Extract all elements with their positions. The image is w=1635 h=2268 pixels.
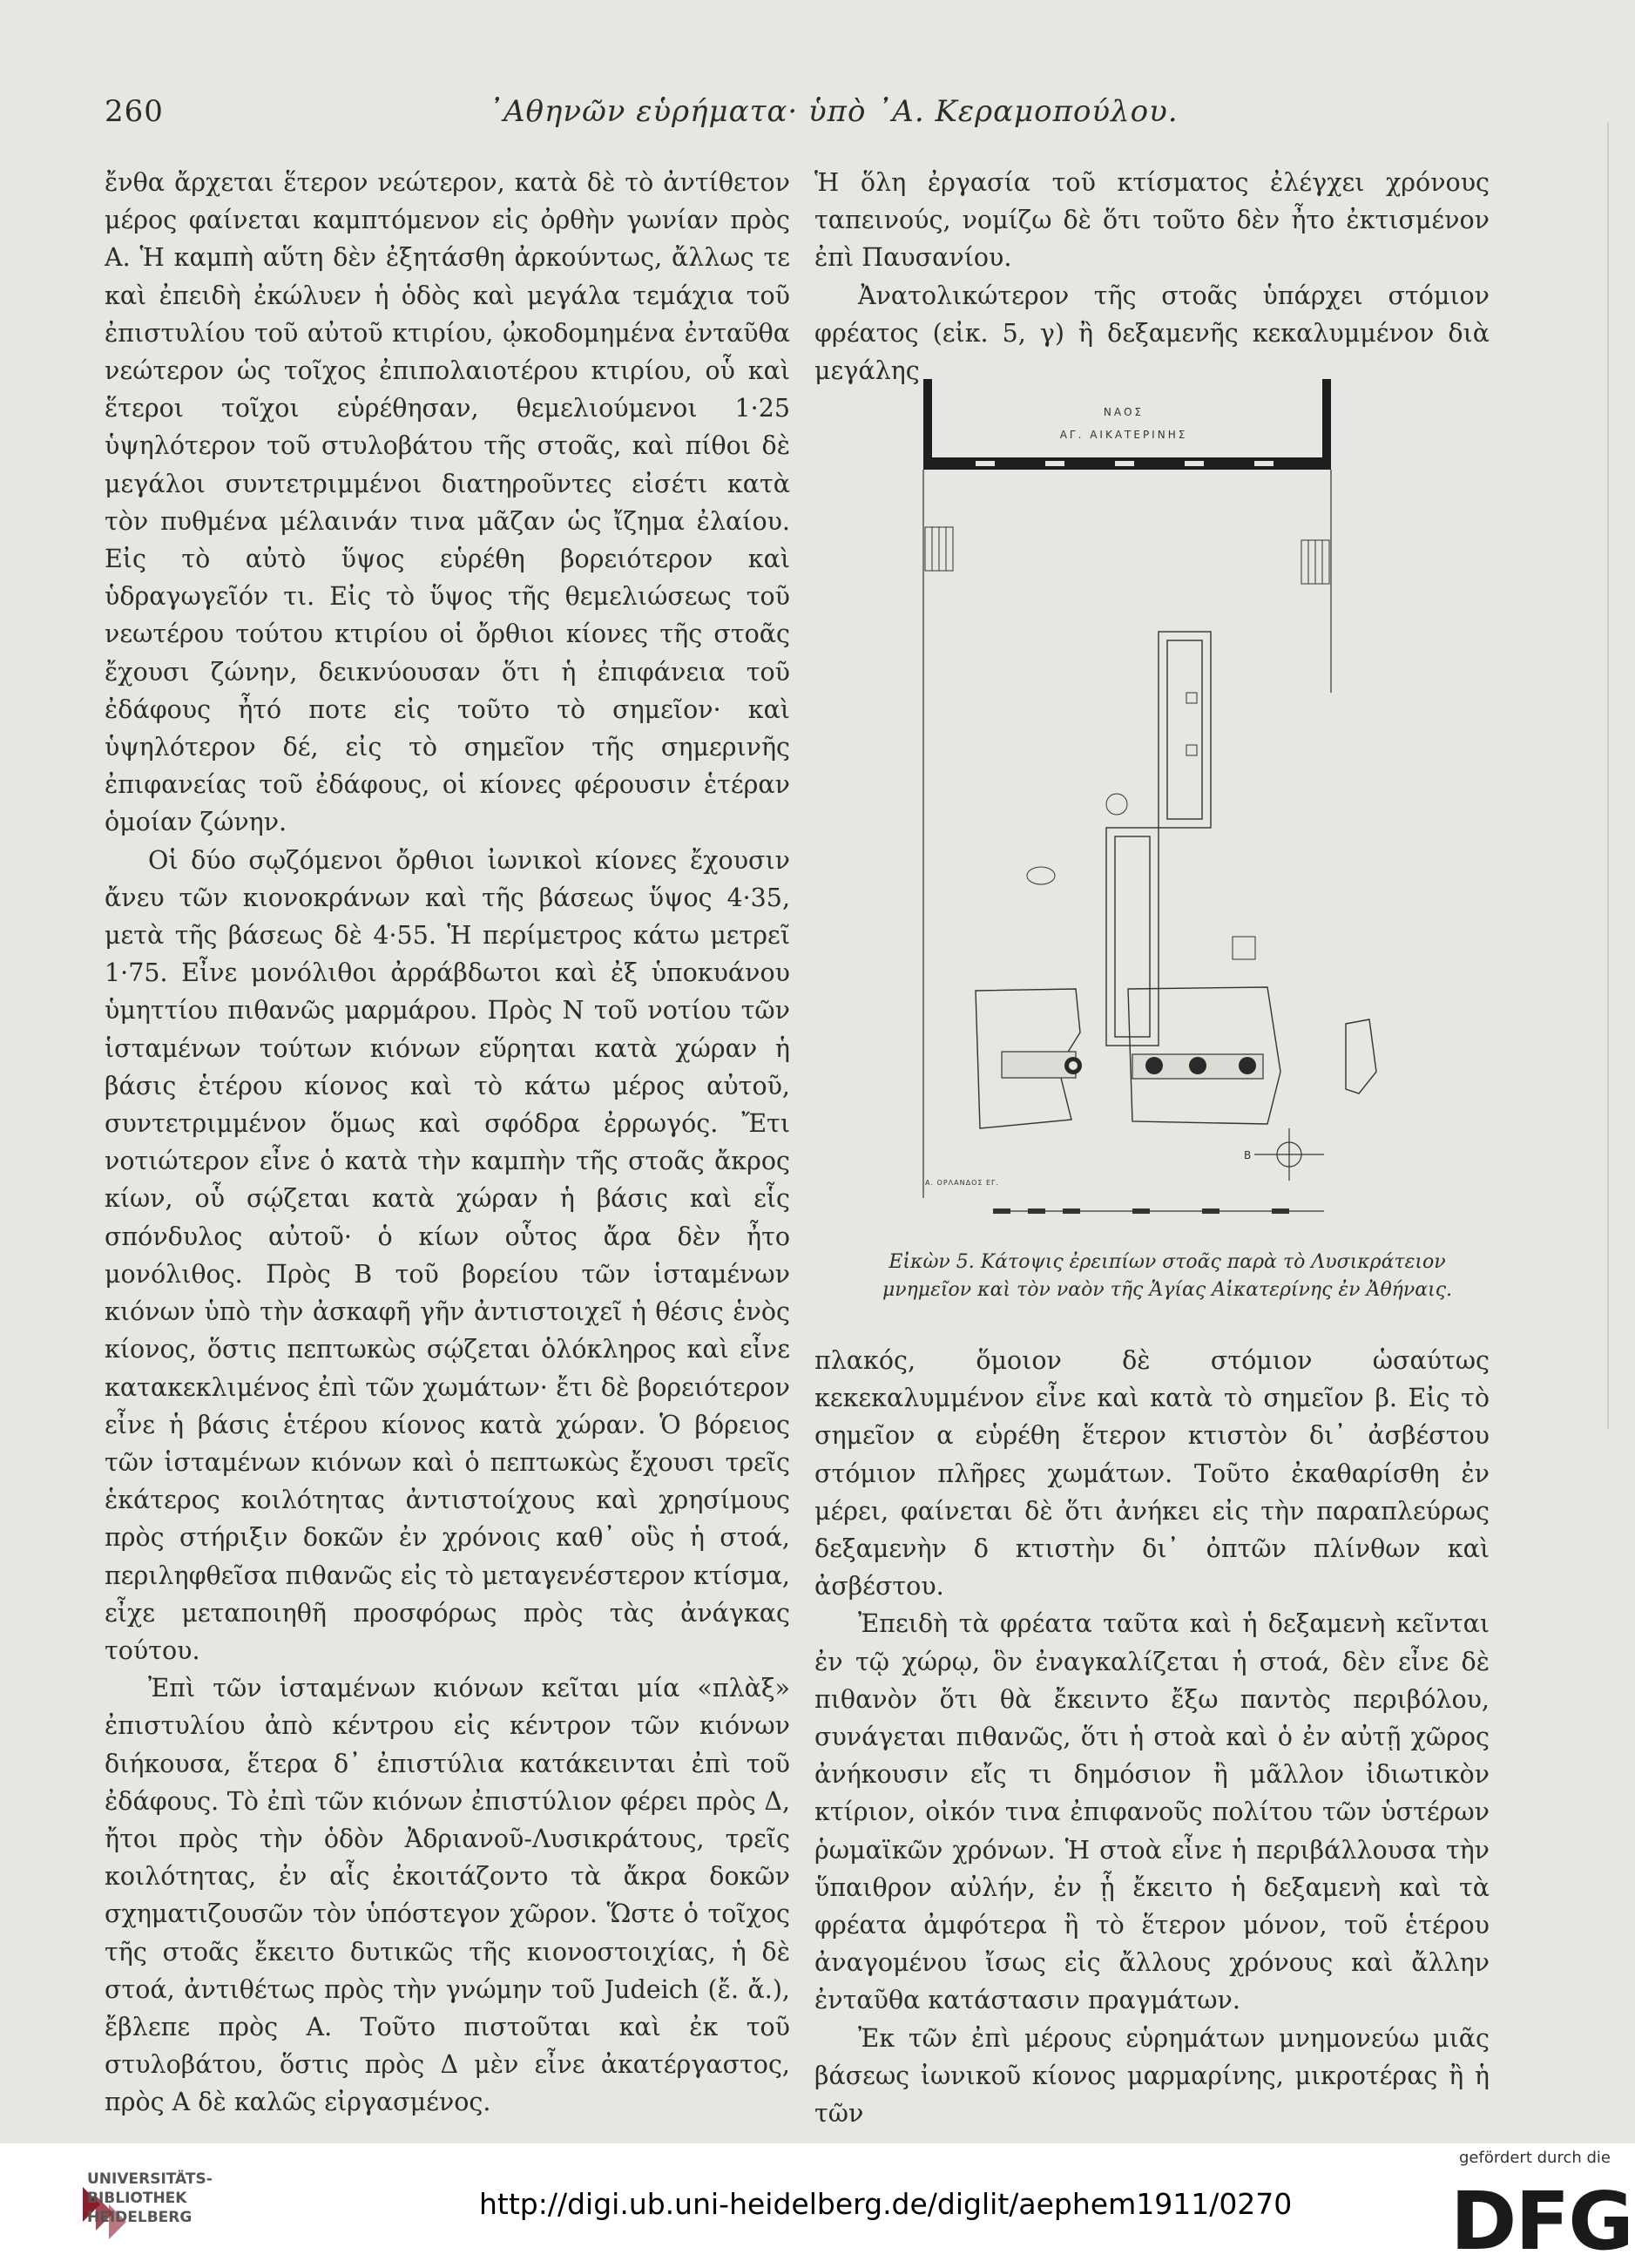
figure-caption bbox=[871, 1249, 1463, 1304]
funding-note: gefördert durch die bbox=[1459, 2149, 1611, 2167]
plan-figure bbox=[871, 362, 1463, 1320]
church-west-wall bbox=[923, 379, 932, 466]
left-text-column bbox=[105, 164, 790, 2122]
pier-markers bbox=[1186, 693, 1197, 755]
ground-plan-drawing bbox=[871, 362, 1463, 1242]
stoa-walls bbox=[1106, 632, 1211, 1046]
digitization-footer bbox=[0, 2143, 1635, 2268]
church-east-wall bbox=[1322, 379, 1331, 466]
page-edge-shadow bbox=[1607, 122, 1609, 1429]
paragraph: Ἐπὶ τῶν ἱσταμένων κιόνων κεῖται μία «πλὰξ» ἐπιστυλίου ἀπὸ κέντρου εἰς κέντρον τῶν κιόνων διήκουσα, ἕτερα δ᾿ ἐπιστύλια κατάκεινται ἐπὶ τοῦ ἐδάφους. Τὸ ἐπὶ τῶν κιόνων ἐπιστύλιον φέρει πρὸς Δ, ἤτοι πρὸς τὴν ὁδὸν Ἀδριανοῦ-Λυσικράτους, τρεῖς κοιλότητας, ἐν αἷς ἐκοιτάζοντο τὰ ἄκρα δοκῶν σχηματιζουσῶν τὸν ὑπόστεγον χῶρον. Ὥστε ὁ τοῖχος τῆς στοᾶς ἔκειτο δυτικῶς τῆς κιονοστοιχίας, ἡ δὲ στοά, ἀντιθέτως πρὸς τὴν γνώμην τοῦ Judeich (ἔ. ἄ.), ἔβλεπε πρὸς Α. Τοῦτο πιστοῦται καὶ ἐκ τοῦ στυλοβάτου, ὅστις πρὸς Δ μὲν εἶνε ἀκατέργαστος, πρὸς Α δὲ καλῶς εἰργασμένος. bbox=[105, 1674, 790, 2117]
paragraph: ἔνθα ἄρχεται ἕτερον νεώτερον, κατὰ δὲ τὸ ἀντίθετον μέρος φαίνεται καμπτόμενον εἰς ὀρθὴν γωνίαν πρὸς Α. Ἡ καμπὴ αὕτη δὲν ἐξητάσθη ἀρκούντως, ἄλλως τε καὶ ἐπειδὴ ἐκώλυεν ἡ ὁδὸς καὶ μεγάλα τεμάχια τοῦ ἐπιστυλίου τοῦ αὐτοῦ κτιρίου, ᾠκοδομημένα ἐνταῦθα νεώτερον ὡς τοῖχος ἐπιπολαιοτέρου κτιρίου, οὗ καὶ ἕτεροι τοῖχοι εὑρέθησαν, θεμελιούμενοι 1·25 ὑψηλότερον τοῦ στυλοβάτου τῆς στοᾶς, καὶ πίθοι δὲ μεγάλοι συντετριμμένοι διατηροῦντες εἰσέτι κατὰ τὸν πυθμένα μέλαινάν τινα μᾶζαν ὡς ἴζημα ἐλαίου. Εἰς τὸ αὐτὸ ὕψος εὑρέθη βορειότερον καὶ ὑδραγωγεῖόν τι. Εἰς τὸ ὕψος τῆς θεμελιώσεως τοῦ νεωτέρου τούτου κτιρίου οἱ ὄρθιοι κίονες τῆς στοᾶς ἔχουσι ζώνην, δεικνύουσαν ὅτι ἡ ἐπιφάνεια τοῦ ἐδάφους ἦτό ποτε εἰς τοῦτο τὸ σημεῖον· καὶ ὑψηλότερον δέ, εἰς τὸ σημεῖον τῆς σημερινῆς ἐπιφανείας τοῦ ἐδάφους, οἱ κίονες φέρουσιν ἑτέραν ὁμοίαν ζώνην. bbox=[105, 168, 790, 837]
page-header bbox=[105, 94, 1533, 146]
caption-line: μνημεῖον καὶ τὸν ναὸν τῆς Ἁγίας Αἰκατερίνης ἐν Ἀθήναις. bbox=[882, 1279, 1453, 1301]
paragraph: Οἱ δύο σῳζόμενοι ὄρθιοι ἰωνικοὶ κίονες ἔχουσιν ἄνευ τῶν κιονοκράνων καὶ τῆς βάσεως ὕψος 4·35, μετὰ τῆς βάσεως δὲ 4·55. Ἡ περίμετρος κάτω μετρεῖ 1·75. Εἶνε μονόλιθοι ἀρράβδωτοι καὶ ἐξ ὑποκυάνου ὑμηττίου πιθανῶς μαρμάρου. Πρὸς Ν τοῦ νοτίου τῶν ἱσταμένων τούτων κιόνων εὕρηται κατὰ χώραν ἡ βάσις ἑτέρου κίονος καὶ τὸ κάτω μέρος αὐτοῦ, συντετριμμένον ὅμως καὶ σφόδρα ἐρρωγός. Ἔτι νοτιώτερον εἶνε ὁ κατὰ τὴν καμπὴν τῆς στοᾶς ἄκρος κίων, οὗ σῴζεται κατὰ χώραν ἡ βάσις καὶ εἷς σπόνδυλος αὐτοῦ· ὁ κίων οὗτος ἄρα δὲν ἦτο μονόλιθος. Πρὸς Β τοῦ βορείου τῶν ἱσταμένων κιόνων ὑπὸ τὴν ἀσκαφῆ γῆν ἀντιστοιχεῖ ἡ θέσις ἑνὸς κίονος, ὅστις πεπτωκὼς σῴζεται ὁλόκληρος καὶ εἶνε κατακεκλιμένος ἐπὶ τῶν χωμάτων· ἔτι δὲ βορειότερον εἶνε ἡ βάσις ἑτέρου κίονος κατὰ χώραν. Ὁ βόρειος τῶν ἱσταμένων κιόνων καὶ ὁ πεπτωκὼς ἔχουσι τρεῖς ἑκάτερος κοιλότητας ἀντιστοίχους καὶ χρησίμους πρὸς στήριξιν δοκῶν ἐν χρόνοις καθ᾿ οὓς ἡ στοά, περιληφθεῖσα πιθανῶς εἰς τὸ μεταγενέστερον κτίσμα, εἶχε μεταποιηθῆ προσφόρως πρὸς τὰς ἀνάγκας τούτου. bbox=[105, 845, 790, 1665]
library-name-line: HEIDELBERG bbox=[87, 2209, 193, 2226]
well-alpha bbox=[1069, 1061, 1078, 1070]
right-text-column-bottom bbox=[814, 1342, 1490, 2132]
paragraph: Ἐκ τῶν ἐπὶ μέρους εὑρημάτων μνημονεύω μιᾶς βάσεως ἰωνικοῦ κίονος μαρμαρίνης, μικροτέρας ἢ ἡ τῶν bbox=[814, 2023, 1490, 2129]
column-drum bbox=[1106, 794, 1127, 815]
scale-bar bbox=[993, 1208, 1324, 1214]
running-title: ᾿Αθηνῶν εὑρήματα· ὑπὸ ᾿Α. Κεραμοπούλου. bbox=[488, 94, 1179, 129]
well-beta bbox=[1233, 937, 1255, 959]
stairs-east bbox=[1301, 540, 1329, 584]
draftsman-signature: Α. ΟΡΛΑΝΔΟΣ ΕΓ. bbox=[925, 1179, 1000, 1187]
paragraph: Ἐπειδὴ τὰ φρέατα ταῦτα καὶ ἡ δεξαμενὴ κεῖνται ἐν τῷ χώρῳ, ὃν ἐναγκαλίζεται ἡ στοά, δὲν εἶνε δὲ πιθανὸν ὅτι θὰ ἔκειντο ἔξω παντὸς περιβόλου, συνάγεται πιθανῶς, ὅτι ἡ στοὰ καὶ ὁ ἐν αὐτῇ χῶρος ἀνήκουσιν εἴς τι δημόσιον ἢ μᾶλλον ἰδιωτικὸν κτίριον, οἰκόν τινα ἐπιφανοῦς πολίτου τῶν ὑστέρων ῥωμαϊκῶν χρόνων. Ἡ στοὰ εἶνε ἡ περιβάλλουσα τὴν ὕπαιθρον αὐλήν, ἐν ᾗ ἔκειτο ἡ δεξαμενὴ καὶ τὰ φρέατα ἀμφότερα ἢ τὸ ἕτερον μόνον, τοῦ ἑτέρου ἀναγομένου ἴσως εἰς ἄλλους χρόνους καὶ ἄλλην ἐνταῦθα κατάστασιν πραγμάτων. bbox=[814, 1609, 1490, 2015]
permalink-url[interactable]: http://digi.ub.uni-heidelberg.de/diglit/aephem1911/0270 bbox=[479, 2187, 1293, 2221]
stairs-west bbox=[925, 527, 953, 571]
church-label-line1: ΝΑΟΣ bbox=[1103, 406, 1145, 418]
church-label-line2: ΑΓ. ΑΙΚΑΤΕΡΙΝΗΣ bbox=[1059, 429, 1188, 441]
north-compass bbox=[1254, 1128, 1324, 1181]
paragraph: Ἀνατολικώτερον τῆς στοᾶς ὑπάρχει στόμιον φρέατος (εἰκ. 5, γ) ἢ δεξαμενῆς κεκαλυμμένον διὰ μεγάλης bbox=[814, 281, 1490, 386]
university-library-name bbox=[87, 2170, 213, 2227]
page-number: 260 bbox=[105, 94, 164, 129]
cistern-delta bbox=[1002, 1052, 1263, 1079]
paragraph: Ἡ ὅλη ἐργασία τοῦ κτίσματος ἐλέγχει χρόνους ταπεινούς, νομίζω δὲ ὅτι τοῦτο δὲν ἦτο ἐκτισμένον ἐπὶ Παυσανίου. bbox=[814, 168, 1490, 273]
right-text-column-top bbox=[814, 164, 1490, 389]
dfg-logo: DFG bbox=[1450, 2175, 1632, 2268]
caption-line: Εἰκὼν 5. Κάτοψις ἐρειπίων στοᾶς παρὰ τὸ Λυσικράτειον bbox=[888, 1251, 1446, 1273]
library-name-line: BIBLIOTHEK bbox=[87, 2190, 187, 2207]
paragraph: πλακός, ὅμοιον δὲ στόμιον ὡσαύτως κεκεκαλυμμένον εἶνε καὶ κατὰ τὸ σημεῖον β. Εἰς τὸ σημεῖον α εὑρέθη ἕτερον κτιστὸν δι᾿ ἀσβέστου στόμιον πλῆρες χωμάτων. Τοῦτο ἐκαθαρίσθη ἐν μέρει, φαίνεται δὲ ὅτι ἀνήκει εἰς τὴν παραπλεύρως δεξαμενὴν δ κτιστὴν δι᾿ ὀπτῶν πλίνθων καὶ ἀσβέστου. bbox=[814, 1346, 1490, 1601]
library-name-line: UNIVERSITÄTS- bbox=[87, 2170, 213, 2188]
well-gamma bbox=[1027, 867, 1055, 884]
compass-label: Β bbox=[1244, 1149, 1254, 1161]
